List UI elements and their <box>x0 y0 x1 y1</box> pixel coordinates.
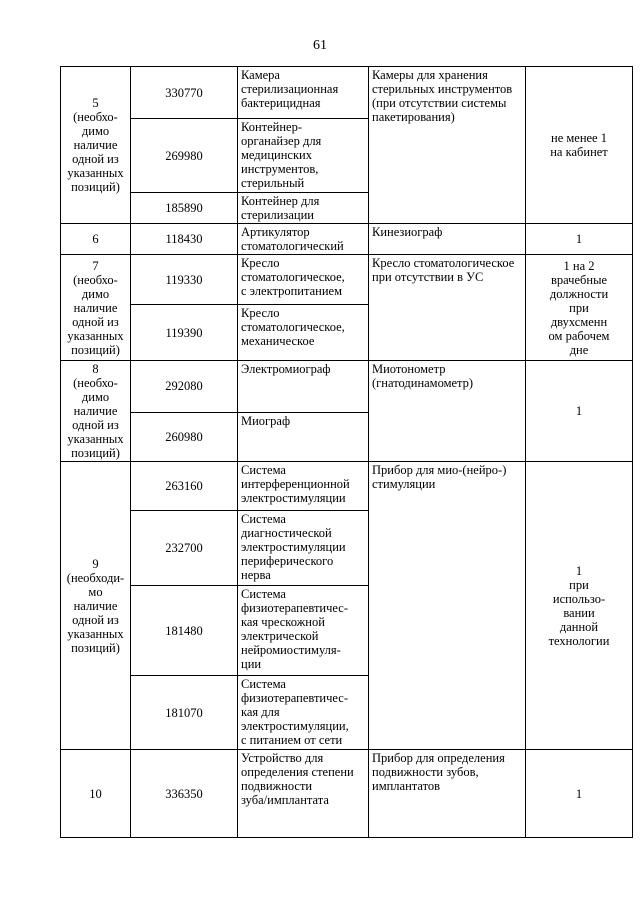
position-number: 9 (необходи- мо наличие одной из указанных позиций) <box>66 556 125 655</box>
table-row <box>61 750 633 838</box>
position-number-cell <box>61 462 131 750</box>
position-number-cell <box>61 224 131 255</box>
position-number: 10 <box>89 786 102 801</box>
name-text: Система физиотерапевтичес- кая для электростимуляции, с питанием от сети <box>241 677 349 747</box>
position-number-cell <box>61 255 131 361</box>
name-cell <box>238 305 369 361</box>
code-cell: 118430 <box>131 224 238 255</box>
table-row <box>61 224 633 255</box>
name-text: Контейнер- органайзер для медицинских инструментов, стерильный <box>241 120 322 190</box>
quantity-text: 1 <box>575 232 583 246</box>
type-cell <box>369 224 526 255</box>
name-cell <box>238 255 369 305</box>
name-text: Электромиограф <box>241 362 331 376</box>
name-cell <box>238 586 369 676</box>
code-cell: 330770 <box>131 67 238 119</box>
page-number: 61 <box>313 38 327 53</box>
code-cell: 232700 <box>131 511 238 586</box>
type-text: Прибор для определения подвижности зубов, имплантатов <box>372 751 505 793</box>
code-cell: 292080 <box>131 361 238 413</box>
quantity-text: 1 на 2 врачебные должности при двухсменн ом рабочем дне <box>548 258 610 357</box>
position-number-cell <box>61 361 131 462</box>
code-cell: 260980 <box>131 412 238 461</box>
name-cell <box>238 193 369 224</box>
name-text: Система диагностической электростимуляции периферического нерва <box>241 512 346 582</box>
table-row <box>61 361 633 413</box>
name-cell <box>238 119 369 193</box>
name-text: Кресло стоматологическое, с электропитанием <box>241 256 345 298</box>
code-cell: 119330 <box>131 255 238 305</box>
position-number: 8 (необхо- димо наличие одной из указанных позиций) <box>67 362 124 460</box>
type-text: Камеры для хранения стерильных инструментов (при отсутствии системы пакетирования) <box>372 68 513 124</box>
name-text: Система интерференционной электростимуляции <box>241 463 350 505</box>
table-row <box>61 67 633 119</box>
quantity-text: 1 при использо- вании данной технологии <box>548 563 610 648</box>
type-cell <box>369 462 526 750</box>
code-cell: 181070 <box>131 676 238 750</box>
quantity-text: 1 <box>575 404 583 418</box>
name-cell <box>238 511 369 586</box>
table-row <box>61 462 633 511</box>
type-cell <box>369 67 526 224</box>
name-cell <box>238 224 369 255</box>
position-number: 6 <box>92 232 99 246</box>
name-text: Устройство для определения степени подвижности зуба/имплантата <box>241 751 354 807</box>
type-text: Миотонометр (гнатодинамометр) <box>372 362 474 390</box>
name-text: Артикулятор стоматологический <box>241 225 344 253</box>
type-text: Кинезиограф <box>372 225 443 239</box>
quantity-text: 1 <box>575 786 583 801</box>
code-cell: 269980 <box>131 119 238 193</box>
position-number: 5 (необхо- димо наличие одной из указанных позиций) <box>67 96 124 194</box>
quantity-text: не менее 1 на кабинет <box>550 131 608 159</box>
name-text: Камера стерилизационная бактерицидная <box>241 68 339 110</box>
quantity-cell <box>526 224 633 255</box>
name-text: Кресло стоматологическое, механическое <box>241 306 345 348</box>
name-cell <box>238 462 369 511</box>
type-cell <box>369 750 526 838</box>
type-cell <box>369 361 526 462</box>
type-text: Прибор для мио-(нейро-) стимуляции <box>372 463 507 491</box>
position-number: 7 (необхо- димо наличие одной из указанных позиций) <box>67 258 124 357</box>
code-cell: 263160 <box>131 462 238 511</box>
position-number-cell <box>61 67 131 224</box>
code-cell: 119390 <box>131 305 238 361</box>
name-cell <box>238 361 369 413</box>
position-number-cell <box>61 750 131 838</box>
name-cell <box>238 412 369 461</box>
quantity-cell <box>526 255 633 361</box>
type-text: Кресло стоматологическое при отсутствии в УС <box>372 256 515 284</box>
name-text: Контейнер для стерилизации <box>241 194 320 222</box>
quantity-cell <box>526 67 633 224</box>
code-cell: 185890 <box>131 193 238 224</box>
name-cell <box>238 676 369 750</box>
equipment-table <box>60 66 633 838</box>
code-cell: 336350 <box>131 750 238 838</box>
name-text: Система физиотерапевтичес- кая чрескожной электрической нейромиостимуля- ции <box>241 587 348 671</box>
name-cell <box>238 67 369 119</box>
type-cell <box>369 255 526 361</box>
quantity-cell <box>526 462 633 750</box>
code-cell: 181480 <box>131 586 238 676</box>
quantity-cell <box>526 361 633 462</box>
name-text: Миограф <box>241 413 291 428</box>
name-cell <box>238 750 369 838</box>
quantity-cell <box>526 750 633 838</box>
table-row <box>61 255 633 305</box>
